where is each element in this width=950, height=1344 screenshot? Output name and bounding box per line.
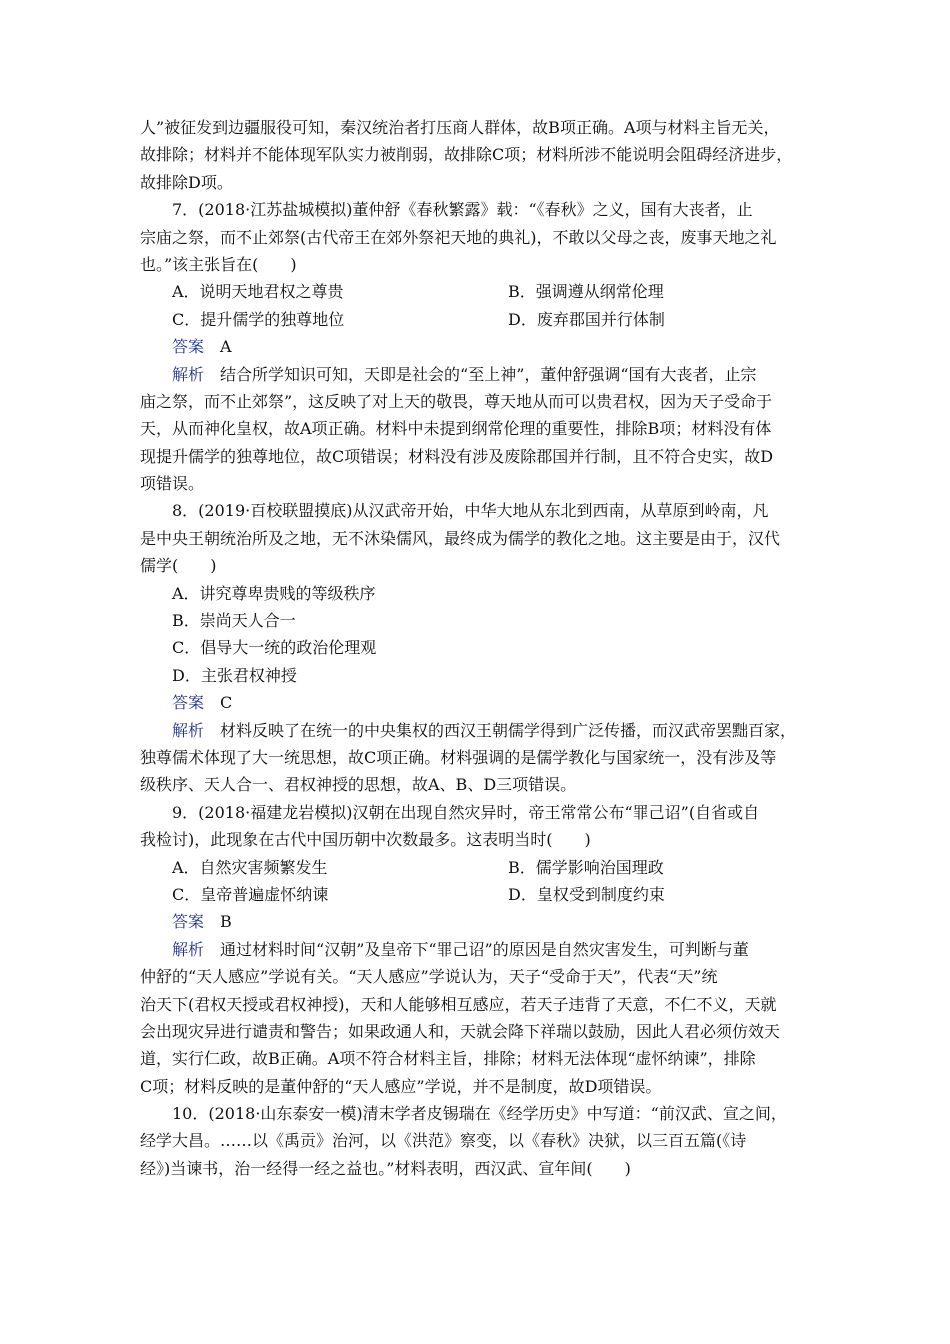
option-d: D．废弃郡国并行体制 [508,309,665,329]
analysis-text: C项；材料反映的是董仲舒的“天人感应”学说，并不是制度，故D项错误。 [140,1076,662,1096]
question-7-stem: 也。”该主张旨在( ) [140,254,297,274]
analysis-text: 庙之祭，而不止郊祭”，这反映了对上天的敬畏，尊天地从而可以贵君权，因为天子受命于 [140,391,773,411]
option-c: C．提升儒学的独尊地位 [172,309,345,329]
analysis-text: 通过材料时间“汉朝”及皇帝下“罪己诏”的原因是自然灾害发生，可判断与董 [220,939,749,959]
analysis-text: 现提升儒学的独尊地位，故C项错误；材料没有涉及废除郡国并行制，且不符合史实，故D [140,446,774,466]
analysis-line [140,361,816,388]
option-a: A．说明天地君权之尊贵 [172,282,344,302]
question-10-stem: 经学大昌。……以《禹贡》治河，以《洪范》察变，以《春秋》决狱，以三百五篇(《诗 [140,1131,747,1151]
analysis-label: 解析 [172,720,205,740]
answer-label: 答案 [172,912,205,932]
analysis-text: 独尊儒术体现了大一统思想，故C项正确。材料强调的是儒学教化与国家统一，没有涉及等 [140,747,777,767]
option-c: C．皇帝普遍虚怀纳谏 [172,884,329,904]
question-9-options-row [140,854,816,881]
option-b: B．强调遵从纲常伦理 [508,282,664,302]
option-b: B．崇尚天人合一 [172,611,296,631]
option-d: D．主张君权神授 [172,665,297,685]
question-9-options-row [140,881,816,908]
analysis-text: 仲舒的“天人感应”学说有关。“天人感应”学说认为，天子“受命于天”，代表“天”统 [140,967,718,987]
question-9-stem: 我检讨)，此现象在古代中国历朝中次数最多。这表明当时( ) [140,830,591,850]
answer-line [140,908,816,935]
option-b: B．儒学影响治国理政 [508,857,664,877]
answer-label: 答案 [172,693,205,713]
analysis-text: 项错误。 [140,474,205,494]
option-a: A．讲究尊卑贵贱的等级秩序 [172,583,376,603]
answer-value: C [220,693,233,713]
question-7-options-row [140,306,816,333]
document-page [140,114,816,1182]
analysis-line [140,936,816,963]
option-d: D．皇权受到制度约束 [508,884,665,904]
analysis-text: 结合所学知识可知，天即是社会的“至上神”，董仲舒强调“国有大丧者，止宗 [220,364,757,384]
question-9-stem: 9．(2018·福建龙岩模拟)汉朝在出现自然灾异时，帝王常常公布“罪己诏”(自省或自 [172,802,760,822]
question-7-stem: 7．(2018·江苏盐城模拟)董仲舒《春秋繁露》载：“《春秋》之义，国有大丧者，止 [172,200,753,220]
answer-label: 答案 [172,337,205,357]
analysis-text: 治天下(君权天授或君权神授)，天和人能够相互感应，若天子违背了天意，不仁不义，天就 [140,994,777,1014]
analysis-text: 材料反映了在统一的中央集权的西汉王朝儒学得到广泛传播，而汉武帝罢黜百家， [220,720,797,740]
question-7-options-row [140,278,816,305]
analysis-line [140,717,816,744]
analysis-text: 道，实行仁政，故B正确。A项不符合材料主旨，排除；材料无法体现“虚怀纳谏”，排除 [140,1049,756,1069]
question-7-stem: 宗庙之祭，而不止郊祭(古代帝王在郊外祭祀天地的典礼)，不敢以父母之丧，废事天地之礼 [140,227,777,247]
answer-value: A [220,337,232,357]
answer-line [140,689,816,716]
question-8-stem: 是中央王朝统治所及之地，无不沐染儒风，最终成为儒学的教化之地。这主要是由于，汉代 [140,528,781,548]
analysis-text: 级秩序、天人合一、君权神授的思想，故A、B、D三项错误。 [140,775,577,795]
text-line: 故排除；材料并不能体现军队实力被削弱，故排除C项；材料所涉不能说明会阻碍经济进步， [140,145,793,165]
option-a: A．自然灾害频繁发生 [172,857,328,877]
question-8-stem: 儒学( ) [140,556,217,576]
question-10-stem: 经》)当谏书，治一经得一经之益也。”材料表明，西汉武、宣年间( ) [140,1158,631,1178]
text-line: 故排除D项。 [140,172,233,192]
answer-value: B [220,912,232,932]
analysis-text: 天，从而神化皇权，故A项正确。材料中未提到纲常伦理的重要性，排除B项；材料没有体 [140,419,772,439]
answer-line [140,333,816,360]
analysis-text: 会出现灾异进行谴责和警告；如果政通人和，天就会降下祥瑞以鼓励，因此人君必须仿效天 [140,1021,781,1041]
option-c: C．倡导大一统的政治伦理观 [172,638,377,658]
text-line: 人”被征发到边疆服役可知，秦汉统治者打压商人群体，故B项正确。A项与材料主旨无关， [140,118,780,137]
analysis-label: 解析 [172,364,205,384]
question-10-stem: 10．(2018·山东泰安一模)清末学者皮锡瑞在《经学历史》中写道：“前汉武、宣之间， [172,1104,787,1124]
question-8-stem: 8．(2019·百校联盟摸底)从汉武帝开始，中华大地从东北到西南，从草原到岭南，凡 [172,501,769,521]
analysis-label: 解析 [172,939,205,959]
